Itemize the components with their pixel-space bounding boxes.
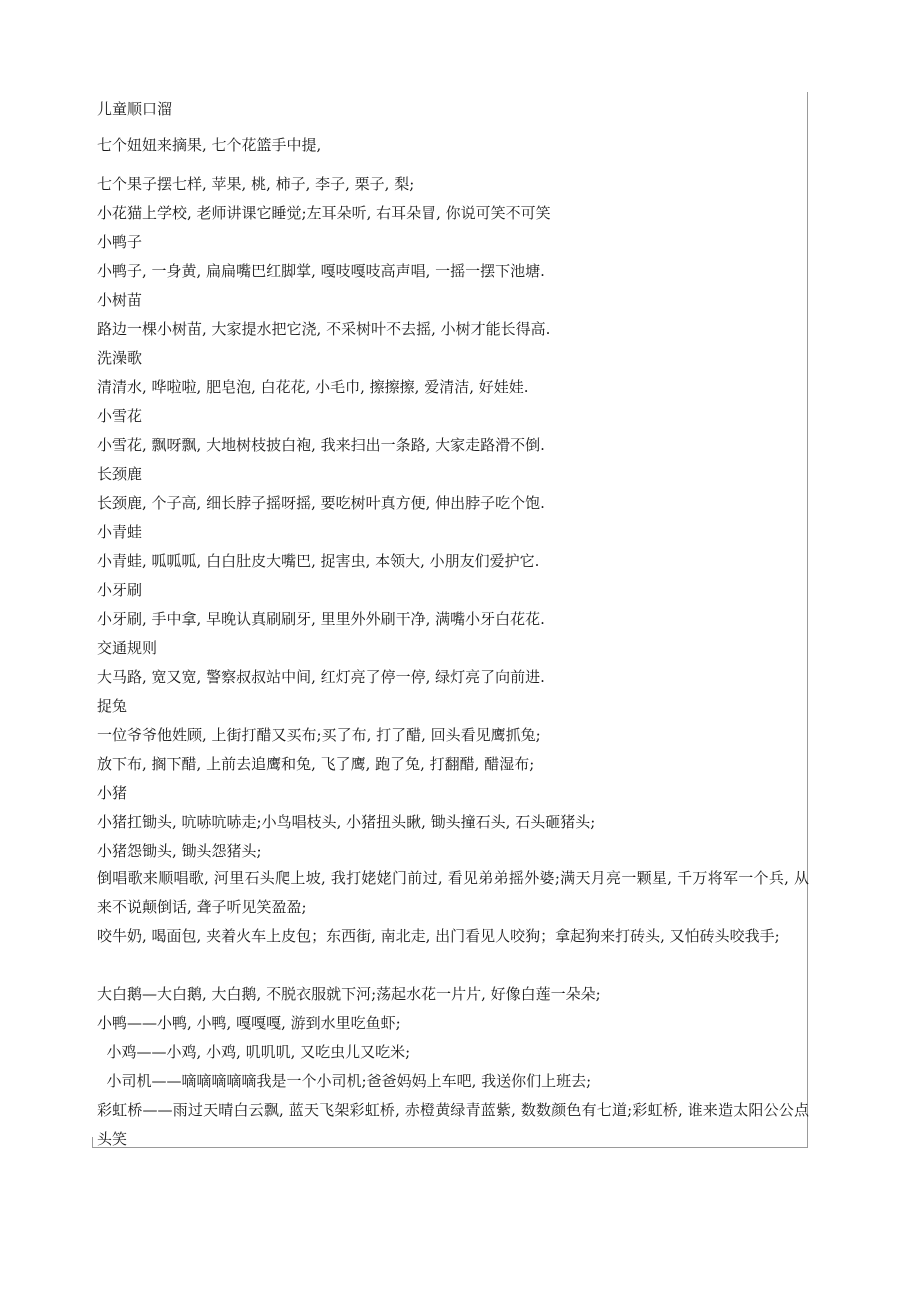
text-paragraph: 大白鹅—大白鹅, 大白鹅, 不脱衣服就下河;荡起水花一片片, 好像白莲一朵朵; [97, 985, 601, 1003]
section-heading: 小鸭子 [97, 233, 143, 251]
text-line: 大马路, 宽又宽, 警察叔叔站中间, 红灯亮了停一停, 绿灯亮了向前进. [97, 668, 545, 686]
text-paragraph: 小鸭——小鸭, 小鸭, 嘎嘎嘎, 游到水里吃鱼虾; [97, 1014, 401, 1032]
text-line: 小鸭子, 一身黄, 扁扁嘴巴红脚掌, 嘎吱嘎吱高声唱, 一摇一摆下池塘. [97, 262, 545, 280]
text-paragraph: 小鸡——小鸡, 小鸡, 叽叽叽, 又吃虫儿又吃米; [97, 1043, 411, 1061]
text-paragraph: 倒唱歌来顺唱歌, 河里石头爬上坡, 我打姥姥门前过, 看见弟弟摇外婆;满天月亮一颗星, 千万将军一个兵, 从来不说颠倒话, 聋子听见笑盈盈; [97, 869, 809, 916]
section-heading: 交通规则 [97, 639, 158, 657]
text-line: 小青蛙, 呱呱呱, 白白肚皮大嘴巴, 捉害虫, 本领大, 小朋友们爱护它. [97, 552, 540, 570]
section-heading: 洗澡歌 [97, 349, 143, 367]
section-heading: 小牙刷 [97, 581, 143, 599]
text-line: 路边一棵小树苗, 大家提水把它浇, 不采树叶不去摇, 小树才能长得高. [97, 320, 551, 338]
text-line: 清清水, 哗啦啦, 肥皂泡, 白花花, 小毛巾, 擦擦擦, 爱清洁, 好娃娃. [97, 378, 529, 396]
text-line: 放下布, 搁下醋, 上前去追鹰和兔, 飞了鹰, 跑了兔, 打翻醋, 醋湿布; [97, 755, 535, 773]
text-line: 小猪怨锄头, 锄头怨猪头; [97, 842, 262, 860]
section-heading: 小猪 [97, 784, 128, 802]
text-paragraph: 小司机——嘀嘀嘀嘀嘀我是一个小司机;爸爸妈妈上车吧, 我送你们上班去; [97, 1072, 592, 1090]
text-line: 小牙刷, 手中拿, 早晚认真刷刷牙, 里里外外刷干净, 满嘴小牙白花花. [97, 610, 545, 628]
text-paragraph: 彩虹桥——雨过天晴白云飘, 蓝天飞架彩虹桥, 赤橙黄绿青蓝紫, 数数颜色有七道;彩虹桥, 谁来造太阳公公点头笑 [97, 1101, 809, 1148]
text-paragraph: 咬牛奶, 喝面包, 夹着火车上皮包；东西街, 南北走, 出门看见人咬狗；拿起狗来打砖头, 又怕砖头咬我手; [97, 927, 780, 945]
text-line: 七个果子摆七样, 苹果, 桃, 柿子, 李子, 栗子, 梨; [97, 175, 415, 193]
document-title: 儿童顺口溜 [97, 100, 173, 118]
section-heading: 小青蛙 [97, 523, 143, 541]
text-line: 小雪花, 飘呀飘, 大地树枝披白袍, 我来扫出一条路, 大家走路滑不倒. [97, 436, 545, 454]
section-heading: 捉兔 [97, 697, 128, 715]
text-line: 长颈鹿, 个子高, 细长脖子摇呀摇, 要吃树叶真方便, 伸出脖子吃个饱. [97, 494, 545, 512]
text-line: 小猪扛锄头, 吭哧吭哧走;小鸟唱枝头, 小猪扭头瞅, 锄头撞石头, 石头砸猪头; [97, 813, 596, 831]
section-heading: 长颈鹿 [97, 465, 143, 483]
text-line: 小花猫上学校, 老师讲课它睡觉;左耳朵听, 右耳朵冒, 你说可笑不可笑 [97, 204, 551, 222]
section-heading: 小树苗 [97, 291, 143, 309]
text-line: 一位爷爷他姓顾, 上街打醋又买布;买了布, 打了醋, 回头看见鹰抓兔; [97, 726, 541, 744]
text-line: 七个妞妞来摘果, 七个花篮手中提, [97, 136, 322, 154]
section-heading: 小雪花 [97, 407, 143, 425]
